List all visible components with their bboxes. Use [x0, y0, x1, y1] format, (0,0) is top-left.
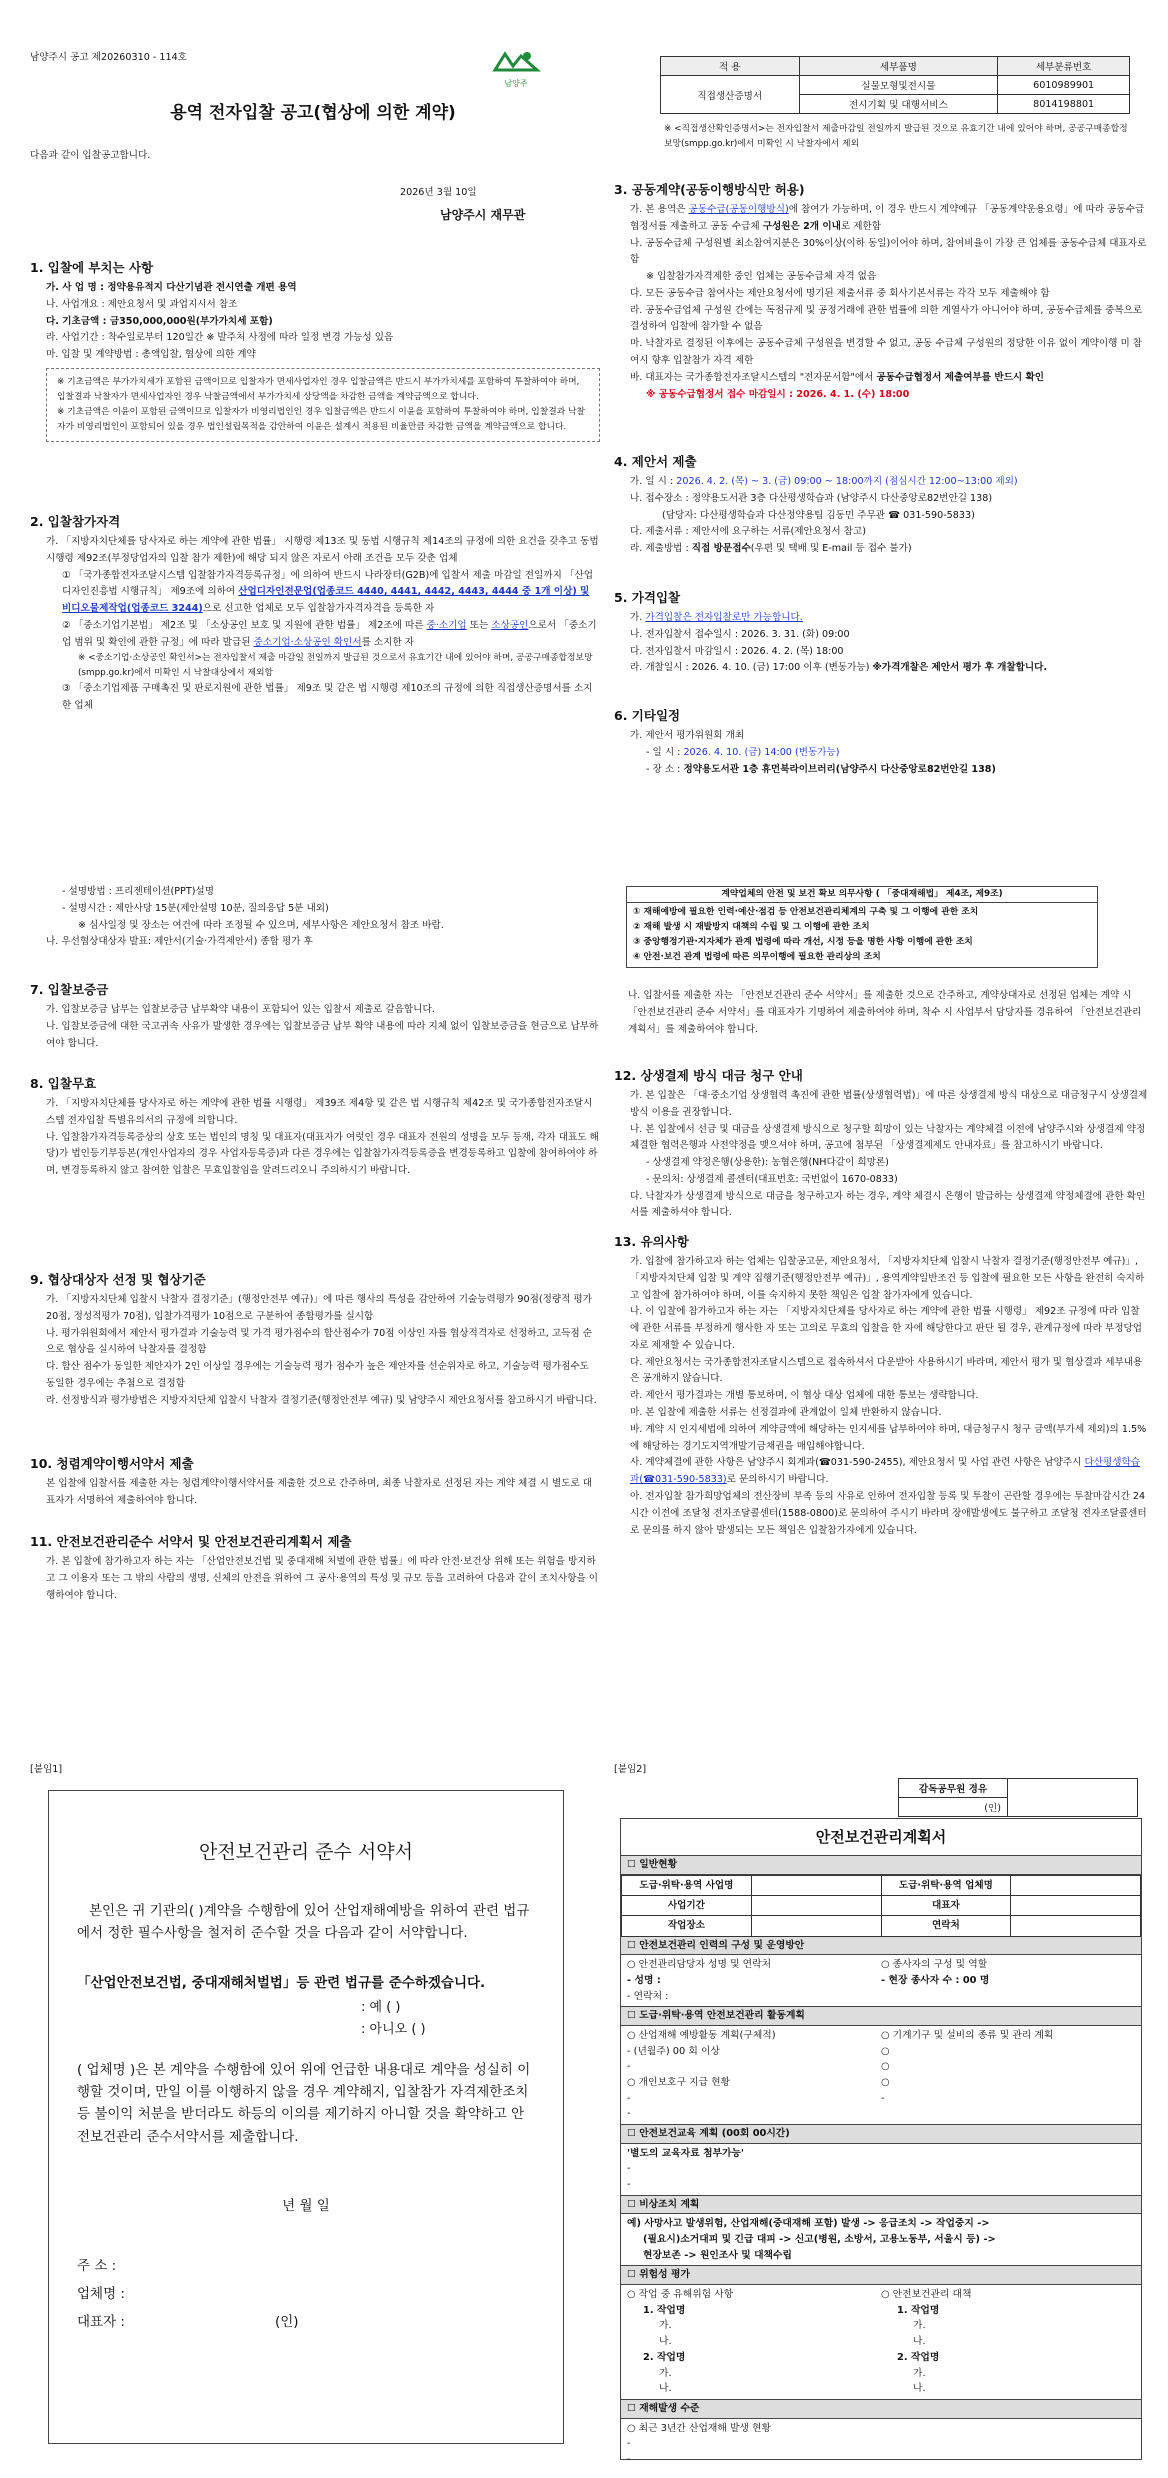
sec6-date: 2026. 4. 10. (금) 14:00 (변동가능)	[683, 746, 840, 758]
section-10	[30, 1454, 600, 1510]
sec6b-item: ※ 심사일정 및 장소는 여건에 따라 조정될 수 있으며, 세부사항은 제안요청서 참조 바람.	[78, 919, 444, 931]
sec13-item: 사. 계약체결에 관한 사항은 남양주시 회계과(☎031-590-2455), 제안요청서 및 사업 관련 사항은 남양주시	[630, 1457, 1085, 1469]
plan-emergency-heading: ☐ 비상조치 계획	[621, 2196, 1141, 2215]
plan-risk-item: ○ 작업 중 유해위험 사항	[627, 2289, 734, 2301]
sec2-heading: 2. 입찰참가자격	[30, 514, 121, 529]
plan-sub-a: 가.	[659, 2320, 672, 2332]
sec5-opening: 라. 개찰일시 : 2026. 4. 10. (금) 17:00 이후 (변동가능)	[630, 662, 873, 674]
sec2-cond1: ① 「국가종합전자조달시스템 입찰참가자격등록규정」에 의하여 반드시 나라장터(G2B)에 입찰서 제출 마감일 전일까지 「산업디자인진흥법 시행규칙」 제9조에 의하여	[62, 569, 594, 598]
pledge-yes: : 예 ( )	[361, 1999, 401, 2015]
sec13-contact: 다산평생학습과(☎031-590-5833)	[630, 1457, 1141, 1486]
pledge-company: 업체명 :	[77, 2286, 125, 2303]
sec11b-item: 나. 입찰서를 제출한 자는 「안전보건관리 준수 서약서」를 제출한 것으로 간주하고, 계약상대자로 선정된 업체는 계약 시 「안전보건관리 준수 서약서」를 대표자가 기명하여 제출하여야 하며, 착수 시 사업부서 담당자를 경유하여 「안전보건관리계획서」를 제출하여야 합니다.	[628, 990, 1142, 1035]
supervisor-label: 감독공무원 경유	[899, 1779, 1008, 1798]
plan-staff-item: ○ 안전관리담당자 성명 및 연락처	[627, 1959, 772, 1971]
plan-title: 안전보건관리계획서	[621, 1819, 1141, 1856]
plan-field-label: 사업기간	[622, 1896, 752, 1916]
pledge-law: 「산업안전보건법, 중대재해처벌법」등 관련 법규를 준수하겠습니다.	[77, 1974, 486, 1991]
plan-staff-item: ○ 종사자의 구성 및 역할	[881, 1959, 988, 1971]
plan-sub-b: 나.	[659, 2336, 672, 2348]
section-2	[30, 512, 600, 715]
sec9-heading: 9. 협상대상자 선정 및 협상기준	[30, 1272, 206, 1287]
intro-text: 다음과 같이 입찰공고합니다.	[30, 150, 151, 161]
sec6-heading: 6. 기타일정	[614, 708, 681, 723]
sec13-item: 라. 제안서 평가결과는 개별 통보하며, 이 협상 대상 업체에 대한 통보는 생략합니다.	[630, 1390, 979, 1402]
plan-education-heading: ☐ 안전보건교육 계획 (00회 00시간)	[621, 2125, 1141, 2144]
sec6-date-label: - 일 시 :	[646, 746, 684, 758]
sec6b-item: - 설명방법 : 프리젠테이션(PPT)설명	[62, 886, 214, 897]
cert-cell: 실물모형및전시물	[799, 76, 998, 95]
sec5-opening-note: ※가격개찰은 제안서 평가 후 개찰합니다.	[872, 662, 1048, 674]
sec3-limit: 구성원은 2개 이내	[762, 220, 841, 232]
sec3-heading: 3. 공동계약(공동이행방식만 허용)	[614, 182, 805, 197]
notice-date: 2026년 3월 10일	[400, 187, 477, 198]
sec5-heading: 5. 가격입찰	[614, 590, 681, 605]
attachment-1-tag: [붙임1]	[30, 1764, 63, 1775]
plan-work-name: 2. 작업명	[643, 2351, 686, 2363]
sec2-cond2-cert: 중소기업·소상공인 확인서	[253, 636, 362, 648]
plan-work-name: 1. 작업명	[897, 2304, 940, 2316]
sec13-item: 다. 제안요청서는 국가종합전자조달시스템으로 접속하셔서 다운받아 사용하시기 바라며, 제안서 평가 및 협상결과 세부내용은 공개하지 않습니다.	[630, 1356, 1143, 1385]
sec4-item: 다. 제출서류 : 제안서에 요구하는 서류(제안요청서 참고)	[630, 526, 866, 538]
plan-activity-item: ○ 산업재해 예방활동 계획(구체적)	[627, 2030, 776, 2042]
sec13-item: 가. 입찰에 참가하고자 하는 업체는 입찰공고문, 제안요청서, 「지방자치단체 입찰시 낙찰자 결정기준(행정안전부 예규)」, 「지방자치단체 입찰 및 계약 집행기준(행정안전부 예규)」, 용역계약일반조건 등 입찰에 필요한 모든 사항을 완전히 숙지하고 입찰에 참가하여야 하며, 이를 숙지하지 못한 책임은 입찰 참가자에게 있습니다.	[630, 1256, 1145, 1301]
sec2-cond1-industry: 산업디자인전문업(업종코드 4440, 4441, 4442, 4443, 4444 중 1개 이상) 및 비디오물제작업(업종코드 3244)	[62, 586, 590, 615]
cert-header: 적 용	[661, 57, 800, 76]
sec9-item: 라. 선정방식과 평가방법은 지방자치단체 입찰시 낙찰자 결정기준(행정안전부 예규) 및 남양주시 제안요청서를 참고하시기 바랍니다.	[46, 1394, 597, 1406]
section-5	[614, 588, 1148, 677]
duty-box	[626, 886, 1098, 968]
section-13	[614, 1232, 1148, 1539]
duty-item: ③ 중앙행정기관·지자체가 관계 법령에 따라 개선, 시정 등을 명한 사항 이행에 관한 조치	[633, 936, 973, 947]
plan-sub-b: 나.	[913, 2383, 926, 2395]
sec3-joint: 공동수급(공동이행방식)	[688, 204, 789, 215]
plan-field-label: 대표자	[881, 1896, 1011, 1916]
pledge-title: 안전보건관리 준수 서약서	[199, 1841, 413, 1863]
sec12-item: 나. 본 입찰에서 선금 및 대금을 상생결제 방식으로 청구할 희망이 있는 낙찰자는 계약체결 이전에 남양주시와 상생결제 약정체결한 협력은행과 사전약정을 맺으셔야 하며, 공고에 첨부된 「상생결제제도 안내자료」를 참고하시기 바랍니다.	[630, 1123, 1146, 1152]
sec5-electronic: 가격입찰은 전자입찰로만 가능합니다.	[645, 612, 803, 623]
pledge-body: 본인은 귀 기관의( )계약을 수행함에 있어 산업재해예방을 위하여 관련 법규에서 정한 필수사항을 철저히 준수할 것을 다음과 같이 서약합니다.	[77, 1903, 530, 1942]
duty-item: ① 재해예방에 필요한 인력·예산·점검 등 안전보건관리체계의 구축 및 그 이행에 관한 조치	[633, 906, 979, 917]
pledge-seal: (인)	[274, 2314, 299, 2331]
cert-note: ※ <직접생산확인증명서>는 전자입찰서 제출마감일 전일까지 발급된 것으로 유효기간 내에 있어야 하며, 공공구매종합정보망(smpp.go.kr)에서 미확인 시 낙찰자에서 제외	[664, 124, 1128, 149]
sec2-cond2-mid: 으로서 「중소기업 범위 및 확인에 관한 규정」에 따라 발급된	[62, 619, 597, 648]
sec13-contact-tail: 로 문의하시기 바랍니다.	[726, 1474, 829, 1486]
cert-cell: 6010989901	[998, 76, 1130, 95]
section-11	[30, 1532, 600, 1604]
section-7	[30, 980, 600, 1052]
plan-field-label: 작업장소	[622, 1916, 752, 1936]
sec13-item: 바. 계약 시 인지세법에 의하여 계약금액에 해당하는 인지세를 납부하여야 하며, 대금청구시 청구 금액(부가세 제외)의 1.5%에 해당하는 경기도지역개발기금채권을 매입해야합니다.	[630, 1423, 1147, 1452]
cert-header: 세부분류번호	[998, 57, 1130, 76]
sec13-item: 아. 전자입찰 참가희망업체의 전산장비 부족 등의 사유로 인하여 전자입찰 등록 및 투찰이 곤란할 경우에는 투찰마감시간 24시간 이전에 조달청 전자조달콜센터(1588-0800)로 문의하여 주시기 바라며 장애발생에도 불구하고 조달청 전자조달콜센터로 문의를 하지 않아 발생되는 모든 책임은 입찰참가자에게 있습니다.	[630, 1490, 1147, 1536]
sec8-item: 가. 「지방자치단체를 당사자로 하는 계약에 관한 법률 시행령」 제39조 제4항 및 같은 법 시행규칙 제42조 및 국가종합전자조달시스템 전자입찰 특별유의서의 규정에 의합니다.	[46, 1098, 593, 1126]
supervisor-seal: (인)	[899, 1798, 1008, 1817]
sec4-p5-tail: (우편 및 택배 및 E-mail 등 접수 불가)	[750, 543, 912, 555]
sec2-cond2: ② 「중소기업기본법」 제2조 및 「소상공인 보호 및 지원에 관한 법률」 제2조에 따른	[62, 619, 427, 631]
issuer: 남양주시 재무관	[440, 208, 526, 222]
plan-sub-a: 가.	[659, 2367, 672, 2379]
sec7-item: 가. 입찰보증금 납부는 입찰보증금 납부확약 내용이 포함되어 있는 입찰서 제출로 갈음합니다.	[46, 1004, 435, 1015]
plan-risk-item: ○ 안전보건관리 대책	[881, 2289, 972, 2301]
sec12-item: 다. 낙찰자가 상생결제 방식으로 대금을 청구하고자 하는 경우, 계약 체결시 은행이 발급하는 상생결제 약정체결에 관한 확인서를 제출하셔야 합니다.	[630, 1190, 1146, 1219]
plan-activity-item: ○ 개인보호구 지급 현황	[627, 2077, 731, 2089]
plan-sub-a: 가.	[913, 2367, 926, 2379]
sec9-item: 나. 평가위원회에서 제안서 평가결과 기술능력 및 가격 평가점수의 합산점수가 70점 이상인 자를 협상적격자로 선정하고, 고득점 순으로 협상을 실시하여 낙찰자를 결정함	[46, 1327, 592, 1356]
sec3-a: 가. 본 용역은	[630, 204, 689, 215]
plan-general-heading: ☐ 일반현황	[621, 1856, 1141, 1875]
sec3-item: 라. 공동수급업체 구성원 간에는 독점규제 및 공정거래에 관한 법률에 의한 계열사가 아니어야 하며, 공동수급체를 중복으로 결성하여 입찰에 참가할 수 없음	[630, 304, 1143, 333]
sec1-item: 마. 입찰 및 계약방법 : 총액입찰, 협상에 의한 계약	[46, 349, 256, 361]
plan-sub-b: 나.	[913, 2336, 926, 2348]
sec2-lead: 가. 「지방자치단체를 당사자로 하는 계약에 관한 법률」 시행령 제13조 및 동법 시행규칙 제14조의 규정에 의한 요건을 갖추고 동법 시행령 제92조(부정당업자의 입찰 참가 제한)에 해당 되지 않은 자로서 아래 조건을 모두 갖춘 업체	[46, 536, 599, 564]
sec4-item: 나. 접수장소 : 정약용도서관 3층 다산평생학습과 (남양주시 다산중앙로82번안길 138)	[630, 492, 993, 504]
sec4-heading: 4. 제안서 제출	[614, 454, 697, 469]
supervisor-sign-box	[898, 1778, 1138, 1817]
sec4-method: 직접 방문접수	[691, 543, 751, 555]
sec9-item: 다. 합산 점수가 동일한 제안자가 2인 이상일 경우에는 기술능력 평가 점수가 높은 제안자를 선순위자로 하고, 기술능력 평가점수도 동일한 경우에는 추첨으로 결정함	[46, 1361, 589, 1389]
sec1-item: 나. 사업개요 : 제안요청서 및 과업지시서 참조	[46, 298, 238, 310]
logo-text: 남양주	[504, 79, 528, 88]
section-11-cont	[628, 988, 1148, 1038]
sec1-item: 라. 사업기간 : 착수일로부터 120일간 ※ 발주처 사정에 따라 일정 변경 가능성 있음	[46, 332, 394, 344]
sec4-p5-label: 라. 제출방법 :	[630, 543, 692, 555]
cert-row-label: 직접생산증명서	[661, 76, 800, 114]
sec2-cond3: ③ 「중소기업제품 구매촉진 및 판로지원에 관한 법률」 제9조 및 같은 법 시행령 제10조의 규정에 의한 직접생산증명서를 소지한 업체	[62, 683, 593, 712]
sec9-item: 가. 「지방자치단체 입찰시 낙찰자 결정기준」(행정안전부 예규)」에 따른 행사의 특성을 감안하여 기술능력평가 90점(정량적 평가 20점, 정성적평가 70점), 입찰가격평가 10점으로 구분하여 종합평가를 실시함	[46, 1294, 592, 1322]
sec3-b: 바. 대표자는 국가종합전자조달시스템의 "전자문서함"에서	[630, 371, 877, 383]
sec2-note: ※ <중소기업·소상공인 확인서>는 전자입찰서 제출 마감일 전일까지 발급된 것으로서 유효기간 내에 있어야 하며, 공공구매종합정보망(smpp.go.kr)에서 미확인 시 낙찰대상에서 제외함	[78, 653, 593, 679]
sec1-heading: 1. 입찰에 부치는 사항	[30, 260, 154, 275]
sec2-cond2-or: 또는	[466, 619, 492, 631]
sec12-heading: 12. 상생결제 방식 대금 청구 안내	[614, 1068, 803, 1083]
sec8-heading: 8. 입찰무효	[30, 1076, 97, 1091]
sec3-b-check: 공동수급협정서 제출여부를 반드시 확인	[876, 371, 1045, 383]
section-9	[30, 1270, 600, 1409]
sec11-text: 가. 본 입찰에 참가하고자 하는 자는 「산업안전보건법 및 중대재해 처벌에 관한 법률」에 따라 안전·보건상 위해 또는 위험을 방지하고 그 이용자 또는 그 밖의 사람의 생명, 신체의 안전을 위하여 그 공사·용역의 특성 및 규모 등을 고려하여 다음과 같이 조치사항을 이행하여야 합니다.	[46, 1556, 599, 1601]
sec1-item: 다. 기초금액 : 금350,000,000원(부가가치세 포함)	[46, 315, 273, 327]
sec1-note-box	[46, 368, 600, 442]
sec13-item: 나. 이 입찰에 참가하고자 하는 자는 「지방자치단체를 당사자로 하는 계약에 관한 법률 시행령」 제92조 규정에 따라 입찰에 관한 서류를 부정하게 행사한 자 또는 고의로 무효의 입찰을 한 자에 해당한다고 판단 될 경우, 관계규정에 따라 부정당업자로 제재할 수 있습니다.	[630, 1306, 1143, 1351]
sec10-text: 본 입찰에 입찰서를 제출한 자는 청렴계약이행서약서를 제출한 것으로 간주하며, 최종 낙찰자로 선정된 자는 계약 체결 시 별도로 대표자가 서명하여 제출하여야 합니다.	[46, 1478, 593, 1506]
sec12-item: 가. 본 입찰은 「대·중소기업 상생협력 촉진에 관한 법률(상생협력법)」에 따른 상생결제 방식 대상으로 대금청구시 상생결제 방식 이용을 권장합니다.	[630, 1090, 1148, 1118]
sec3-item: 마. 낙찰자로 결정된 이후에는 공동수급체 구성원을 변경할 수 없고, 공동 수급체 구성원의 정당한 이유 없이 계약이행 미 참여시 향후 입찰참가 자격 제한	[630, 338, 1143, 367]
section-1	[30, 258, 600, 442]
safety-plan-form: 안전보건관리계획서 ☐ 일반현황 도급·위탁·용역 사업명 도급·위탁·용역 업체명 사업기간 대표자 작업장소 연락처 ☐ 안전보건관리 인력의 구성 및 운영방안 ○ 안전관리담당자 성명 및 연락처 - 성명 : - 연락처 : ○ 종사자의 구성 및 역할 - 현장 종사자 수 : 00 명 ☐ 도급·위탁·용역 안전보건관리 활동계획 ○ 산업재해 예방활동 계획(구체적) - (년월주) 00 회 이상 - ○ 개인보호구 지급 현황 - - ○ 기계기구 및 설비의 종류 및 관리 계획 ○ ○ ○ - ☐ 안전보건교육 계획 (00회 00시간) '별도의 교육자료 첨부가능' - - ☐ 비상조치 계획 예) 사망사고 발생위험, 산업재해(중대재해 포함) 발생 -> 응급조치 -> 작업중지 -> (필요시)소거대피 및 긴급 대피 -> 신고(병원, 소방서, 고용노동부, 서울시 등) -> 현장보존 -> 원인조사 및 대책수립 ☐ 위험성 평가 ○ 작업 중 유해위험 사항 1. 작업명 가. 나. 2. 작업명 가. 나. ○ 안전보건관리 대책 1. 작업명 가. 나. 2. 작업명 가. 나. ☐ 재해발생 수준 ○ 최근 3년간 산업재해 발생 현황 - -	[620, 1818, 1142, 2460]
section-6-cont	[46, 884, 606, 951]
plan-sub-a: 가.	[913, 2320, 926, 2332]
plan-emergency-line: (필요시)소거대피 및 긴급 대피 -> 신고(병원, 소방서, 고용노동부, 서울시 등) ->	[643, 2234, 996, 2246]
plan-activity-item: - (년월주) 00 회 이상	[627, 2045, 720, 2057]
cert-cell: 전시기획 및 대행서비스	[799, 95, 998, 114]
sec4-p1-label: 가. 일 시 :	[630, 476, 677, 487]
duty-item: ④ 안전·보건 관계 법령에 따른 의무이행에 필요한 관리상의 조치	[633, 951, 881, 962]
sec4-item: (담당자: 다산평생학습과 다산정약용팀 김동민 주무관 ☎ 031-590-5833)	[662, 509, 975, 521]
plan-field-label: 도급·위탁·용역 업체명	[881, 1875, 1011, 1895]
plan-general-table	[621, 1875, 1141, 1937]
sec6-place: 정약용도서관 1층 휴먼북라이브러리(남양주시 다산중앙로82번안길 138)	[683, 763, 996, 775]
sec11-heading: 11. 안전보건관리준수 서약서 및 안전보건관리계획서 제출	[30, 1534, 352, 1549]
sec4-period: 2026. 4. 2. (목) ~ 3. (금) 09:00 ~ 18:00까지 (점심시간 12:00~13:00 제외)	[676, 476, 1018, 487]
plan-staff-item: - 연락처 :	[627, 1990, 669, 2002]
section-4	[614, 452, 1148, 558]
sec3-a-tail: 로 제한함	[840, 220, 882, 232]
plan-activity-heading: ☐ 도급·위탁·용역 안전보건관리 활동계획	[621, 2007, 1141, 2026]
sec6-item: 가. 제안서 평가위원회 개최	[630, 730, 745, 741]
section-8	[30, 1074, 600, 1180]
page-title: 용역 전자입찰 공고(협상에 의한 계약)	[170, 103, 456, 123]
plan-field-label: 도급·위탁·용역 사업명	[622, 1875, 752, 1895]
plan-sub-b: 나.	[659, 2383, 672, 2395]
doc-number: 남양주시 공고 제20260310 - 114호	[30, 52, 187, 63]
plan-education-note: '별도의 교육자료 첨부가능'	[627, 2147, 744, 2159]
sec5-item: 다. 전자입찰서 마감일시 : 2026. 4. 2. (목) 18:00	[630, 645, 844, 657]
section-6	[614, 706, 1148, 778]
sec6-place-label: - 장 소 :	[646, 763, 684, 775]
logo-mark-icon	[491, 48, 541, 74]
sec1-item: 가. 사 업 명 : 정약용유적지 다산기념관 전시연출 개편 용역	[46, 282, 297, 293]
section-3	[614, 180, 1148, 403]
safety-pledge-form	[48, 1790, 564, 2444]
plan-work-name: 1. 작업명	[643, 2304, 686, 2316]
attachment-2-tag: [붙임2]	[614, 1764, 647, 1775]
sec5-p1-label: 가.	[630, 612, 646, 623]
plan-staff-item: - 현장 종사자 수 : 00 명	[881, 1975, 990, 1987]
sec3-a-mid: 에 참여가 가능하며, 이 경우 반드시 계약예규 「공동계약운용요령」에 따라 공동수급협정서를 제출하고 공동 수급체	[630, 204, 1145, 232]
plan-field-label: 연락처	[881, 1916, 1011, 1936]
pledge-statement: ( 업체명 )은 본 계약을 수행함에 있어 위에 언급한 내용대로 계약을 성실히 이행할 것이며, 만일 이를 이행하지 않을 경우 계약해지, 입찰참가 자격제한조치 등 불이익 처분을 받더라도 하등의 이의를 제기하지 아니할 것을 확약하고 안전보건관리 준수서약서를 제출합니다.	[77, 2061, 531, 2145]
cert-cell: 8014198801	[998, 95, 1130, 114]
duty-item: ② 재해 발생 시 재발방지 대책의 수립 및 그 이행에 관한 조치	[633, 921, 870, 932]
sec10-heading: 10. 청렴계약이행서약서 제출	[30, 1456, 194, 1471]
plan-emergency-line: 예) 사망사고 발생위험, 산업재해(중대재해 포함) 발생 -> 응급조치 -> 작업중지 ->	[627, 2218, 990, 2230]
sec8-item: 나. 입찰참가자격등록증상의 상호 또는 법인의 명칭 및 대표자(대표자가 여럿인 경우 대표자 전원의 성명을 모두 등재, 각자 대표도 해당)가 법인등기부등본(개인사업자의 경우 사업자등록증)과 다른 경우에는 입찰참가자격등록증을 변경등록하고 입찰에 참여하여야 하며, 변경등록하지 않고 참여한 입찰은 무효입찰임을 알려드리오니 주의하시기 바랍니다.	[46, 1131, 599, 1177]
sec1-note: ※ 기초금액은 이윤이 포함된 금액이므로 입찰자가 비영리법인인 경우 입찰금액은 반드시 이윤을 포함하여 투찰하여야 하며, 입찰결과 낙찰자가 비영리법인이 포함되어 있을 경우 법인설립목적을 감안하여 이윤은 설계시 적용된 비율만큼 차감한 금액을 계약금액으로 합니다.	[57, 406, 585, 432]
sec3-deadline: ※ 공동수급협정서 접수 마감일시 : 2026. 4. 1. (수) 18:00	[646, 388, 910, 400]
sec1-note: ※ 기초금액은 부가가치세가 포함된 금액이므로 입찰자가 면세사업자인 경우 입찰금액은 반드시 부가가치세를 포함하여 투찰하여야 하며, 입찰결과 낙찰자가 면세사업자인 경우 낙찰금액에서 부가가치세 상당액을 차감한 금액을 계약금액으로 합니다.	[57, 376, 580, 402]
cert-header: 세부품명	[799, 57, 998, 76]
sec3-item: ※ 입찰참가자격제한 중인 업체는 공동수급체 자격 없음	[646, 271, 877, 283]
sec12-item: - 문의처: 상생결제 콜센터(대표번호: 국번없이 1670-0833)	[646, 1173, 898, 1185]
sec3-item: 나. 공동수급체 구성원별 최소참여지분은 30%이상(이하 동일)이어야 하며, 참여비율이 가장 큰 업체를 공동수급체 대표자로 함	[630, 237, 1147, 266]
sec12-item: - 상생결제 약정은행(상용한): 농협은행(NH다같이 희망론)	[646, 1157, 889, 1169]
section-12	[614, 1066, 1148, 1222]
sec13-item: 마. 본 입찰에 제출한 서류는 선정결과에 관계없이 일체 반환하지 않습니다.	[630, 1407, 942, 1419]
sec2-cond2-sme: 중·소기업	[426, 619, 467, 631]
plan-emergency-line: 현장보존 -> 원인조사 및 대책수립	[643, 2249, 792, 2261]
sec6b-item: - 설명시간 : 제안사당 15분(제안설명 10분, 질의응답 5분 내외)	[62, 902, 329, 914]
pledge-date: 년 월 일	[282, 2197, 330, 2214]
plan-activity-item: ○ 기계기구 및 설비의 종류 및 관리 계획	[881, 2030, 1054, 2042]
sec6b-item: 나. 우선협상대상자 발표: 제안서(기술·가격제안서) 종합 평가 후	[46, 936, 313, 948]
sec2-cond2-small: 소상공인	[491, 619, 529, 631]
sec5-item: 나. 전자입찰서 접수일시 : 2026. 3. 31. (화) 09:00	[630, 628, 850, 640]
duty-box-title: 계약업체의 안전 및 보건 확보 의무사항 ( 「중대재해법」 제4조, 제9조)	[627, 887, 1097, 903]
pledge-no: : 아니오 ( )	[361, 2021, 426, 2037]
certificate-table	[660, 56, 1130, 114]
sec7-item: 나. 입찰보증금에 대한 국고귀속 사유가 발생한 경우에는 입찰보증금 납부 확약 내용에 따라 지체 없이 입찰보증금을 현금으로 납부하여야 합니다.	[46, 1020, 599, 1049]
plan-staff-heading: ☐ 안전보건관리 인력의 구성 및 운영방안	[621, 1937, 1141, 1956]
plan-work-name: 2. 작업명	[897, 2351, 940, 2363]
namyangju-logo	[488, 48, 544, 96]
plan-accident-heading: ☐ 재해발생 수준	[621, 2400, 1141, 2419]
pledge-ceo: 대표자 :	[77, 2314, 125, 2331]
sec7-heading: 7. 입찰보증금	[30, 982, 109, 997]
plan-risk-heading: ☐ 위험성 평가	[621, 2266, 1141, 2285]
sec3-item: 다. 모든 공동수급 참여사는 제안요청서에 명기된 제출서류 중 회사기본서류는 각각 모두 제출해야 함	[630, 287, 1050, 299]
sec2-cond2-tail: 를 소지한 자	[361, 636, 415, 648]
pledge-address: 주 소 :	[77, 2257, 117, 2274]
sec13-heading: 13. 유의사항	[614, 1234, 689, 1249]
plan-accident-item: ○ 최근 3년간 산업재해 발생 현황	[627, 2422, 771, 2434]
sec2-cond1-tail: 으로 신고한 업체로 모두 입찰참가자격자격을 등록한 자	[202, 603, 435, 615]
plan-staff-item: - 성명 :	[627, 1975, 661, 1987]
